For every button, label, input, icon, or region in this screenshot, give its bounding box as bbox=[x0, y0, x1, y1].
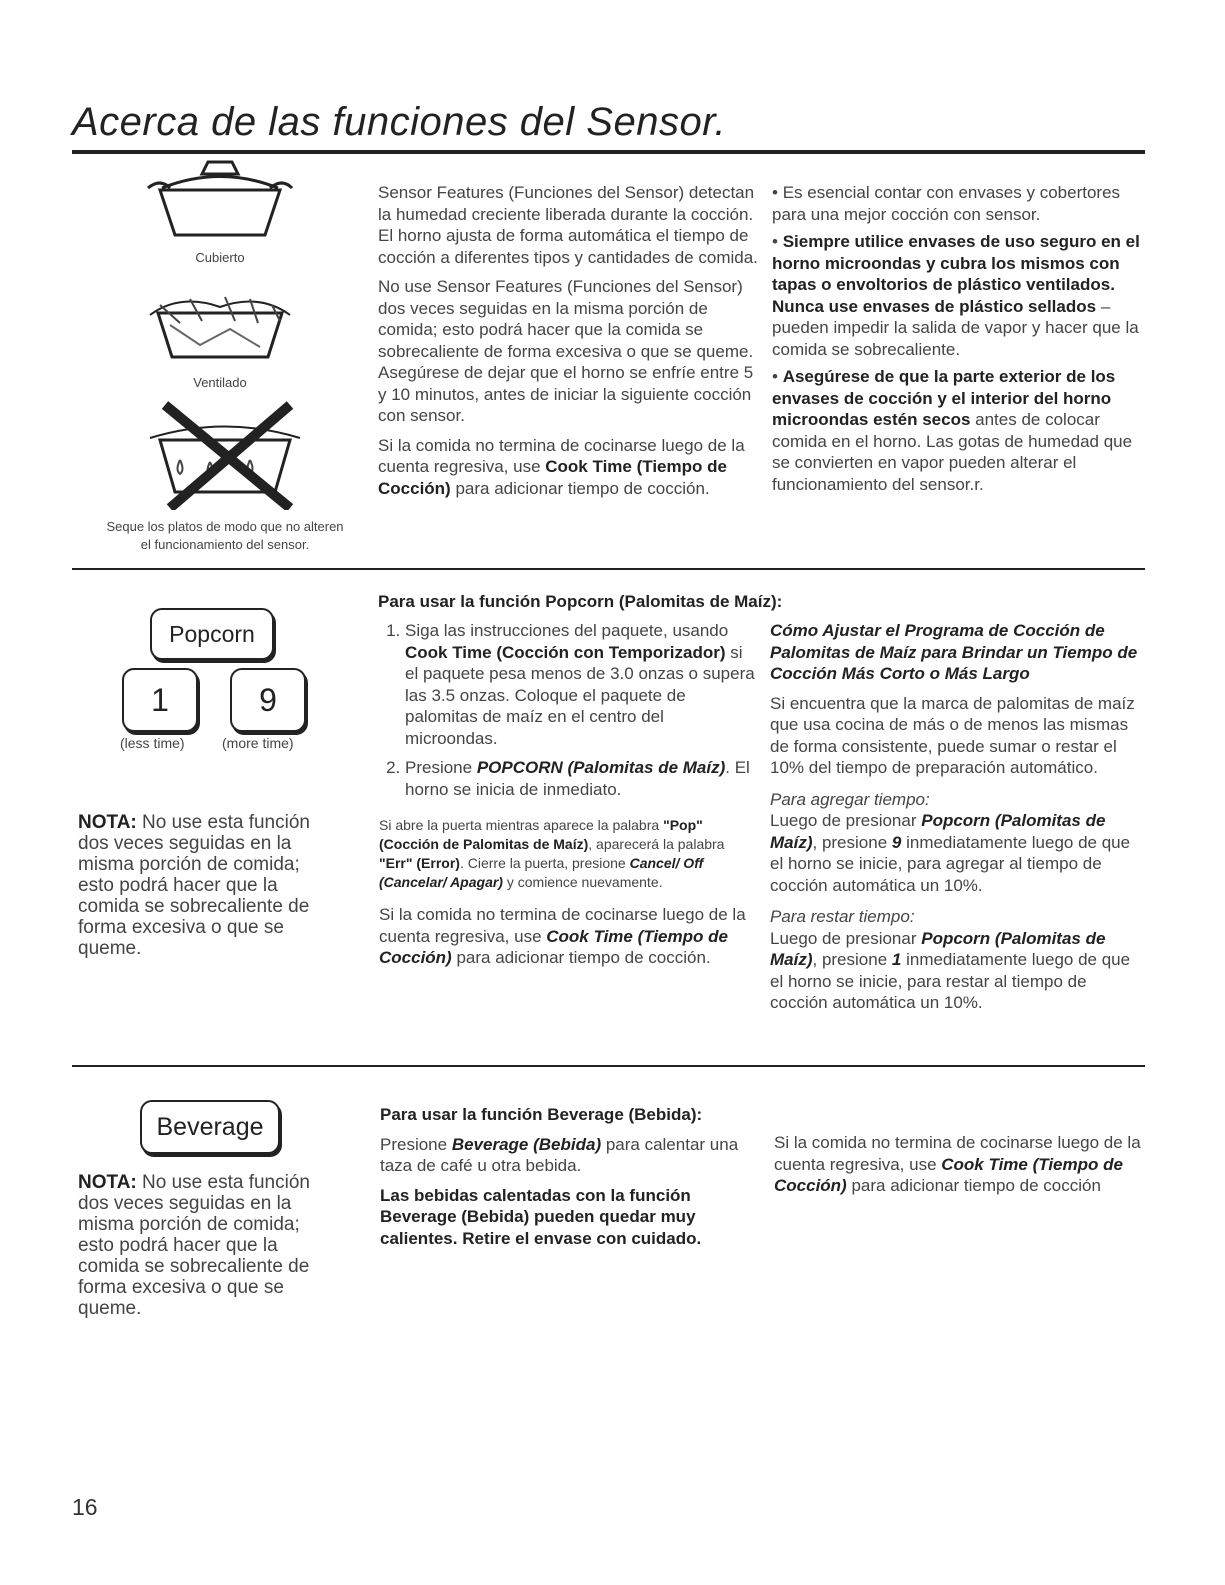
wet-dish-illustration bbox=[140, 400, 310, 515]
add-time-text: Luego de presionar Popcorn (Palomitas de Maíz), presione 9 inmediatamente luego de que el horno se inicie, para agregar al tiempo de cocción automática un 10%. bbox=[770, 811, 1131, 895]
page-title: Acerca de las funciones del Sensor. bbox=[72, 100, 727, 144]
beverage-instructions bbox=[380, 1104, 752, 1257]
covered-dish-icon bbox=[140, 160, 300, 245]
intro-paragraph-3: Si la comida no termina de cocinarse luego de la cuenta regresiva, use Cook Time (Tiempo de Cocción) para adicionar tiempo de cocción. bbox=[378, 435, 745, 498]
subtract-time-label: Para restar tiempo: bbox=[770, 907, 915, 926]
section-divider-2 bbox=[72, 1065, 1145, 1067]
covered-dish-illustration bbox=[140, 160, 300, 265]
vented-caption: Ventilado bbox=[193, 375, 247, 390]
sensor-intro bbox=[378, 182, 758, 507]
section-divider-1 bbox=[72, 568, 1145, 570]
popcorn-finish-note: Si la comida no termina de cocinarse luego de la cuenta regresiva, use Cook Time (Tiempo de Cocción) para adicionar tiempo de cocción. bbox=[379, 905, 746, 967]
beverage-finish bbox=[774, 1132, 1144, 1205]
subtract-time-text: Luego de presionar Popcorn (Palomitas de Maíz), presione 1 inmediatamente luego de que el horno se inicie, para restar al tiempo de cocción automática un 10%. bbox=[770, 928, 1131, 1012]
less-time-label: (less time) bbox=[120, 735, 185, 751]
popcorn-steps-list bbox=[375, 620, 755, 800]
popcorn-button[interactable]: Popcorn bbox=[150, 608, 274, 660]
sensor-bullets bbox=[772, 182, 1144, 501]
key-9-button[interactable]: 9 bbox=[230, 668, 306, 732]
beverage-button[interactable]: Beverage bbox=[140, 1100, 280, 1154]
more-time-label: (more time) bbox=[222, 735, 294, 751]
vented-dish-icon bbox=[140, 285, 300, 370]
bullet-2: • Siempre utilice envases de uso seguro en el horno microondas y cubra los mismos con tapas o envoltorios de plástico ventilados. Nunca use envases de plástico sellados – pueden impedir la salida de vapor y hacer que la comida se sobrecaliente. bbox=[772, 232, 1140, 359]
beverage-paragraph: Presione Beverage (Bebida) para calentar una taza de café u otra bebida. bbox=[380, 1134, 739, 1175]
vented-dish-illustration bbox=[140, 285, 300, 390]
beverage-heading: Para usar la función Beverage (Bebida): bbox=[380, 1105, 703, 1124]
beverage-finish-note: Si la comida no termina de cocinarse luego de la cuenta regresiva, use Cook Time (Tiempo de Cocción) para adicionar tiempo de cocción bbox=[774, 1133, 1141, 1195]
key-1-button[interactable]: 1 bbox=[122, 668, 198, 732]
page-number: 16 bbox=[72, 1494, 98, 1520]
popcorn-note: NOTA: No use esta función dos veces seguidas en la misma porción de comida; esto podrá hacer que la comida se sobrecaliente de forma excesiva o que se queme. bbox=[78, 812, 310, 959]
beverage-note: NOTA: No use esta función dos veces seguidas en la misma porción de comida; esto podrá hacer que la comida se sobrecaliente de forma excesiva o que se queme. bbox=[78, 1172, 310, 1319]
bullet-1: • Es esencial contar con envases y cobertores para una mejor cocción con sensor. bbox=[772, 183, 1121, 224]
covered-caption: Cubierto bbox=[195, 250, 245, 265]
popcorn-steps bbox=[375, 620, 755, 977]
popcorn-adjust bbox=[770, 620, 1142, 1022]
title-rule bbox=[72, 150, 1145, 154]
add-time-label: Para agregar tiempo: bbox=[770, 789, 930, 809]
bullet-3: • Asegúrese de que la parte exterior de los envases de cocción y el interior del horno microondas estén secos antes de colocar comida en el horno. Las gotas de humedad que se convierten en vapor pueden alterar el funcionamiento del sensor.r. bbox=[772, 367, 1133, 494]
door-open-note: Si abre la puerta mientras aparece la palabra "Pop" (Cocción de Palomitas de Maíz), aparecerá la palabra "Err" (Error). Cierre la puerta, presione Cancel/ Off (Cancelar/ Apagar) y comience nuevamente. bbox=[379, 817, 725, 890]
popcorn-heading: Para usar la función Popcorn (Palomitas de Maíz): bbox=[378, 592, 783, 611]
beverage-warning: Las bebidas calentadas con la función Beverage (Bebida) pueden quedar muy calientes. Retire el envase con cuidado. bbox=[380, 1185, 702, 1248]
dry-dish-caption: Seque los platos de modo que no alteren el funcionamiento del sensor. bbox=[106, 519, 344, 552]
wet-dish-crossed-icon bbox=[140, 400, 310, 510]
popcorn-step-1: 1. Siga las instrucciones del paquete, usando Cook Time (Cocción con Temporizador) si el paquete pesa menos de 3.0 onzas o supera las 3.5 onzas. Coloque el paquete de palomitas de maíz en el centro del microondas. bbox=[405, 620, 755, 749]
adjust-heading: Cómo Ajustar el Programa de Cocción de Palomitas de Maíz para Brindar un Tiempo de Cocción Más Corto o Más Largo bbox=[770, 621, 1138, 683]
popcorn-step-2: 2. Presione POPCORN (Palomitas de Maíz). El horno se inicia de inmediato. bbox=[405, 757, 755, 800]
intro-paragraph-2: No use Sensor Features (Funciones del Sensor) dos veces seguidas en la misma porción de comida; esto podrá hacer que la comida se sobrecaliente de forma excesiva o que se queme. Asegúrese de dejar que el horno se enfríe entre 5 y 10 minutos, antes de iniciar la siguiente cocción con sensor. bbox=[378, 277, 754, 425]
popcorn-heading-wrap bbox=[378, 592, 1138, 612]
adjust-text: Si encuentra que la marca de palomitas de maíz que usa cocina de más o de menos las mismas de forma consistente, puede sumar o restar el 10% del tiempo de preparación automático. bbox=[770, 693, 1135, 777]
intro-paragraph-1: Sensor Features (Funciones del Sensor) detectan la humedad creciente liberada durante la cocción. El horno ajusta de forma automática el tiempo de cocción a diferentes tipos y cantidades de comida. bbox=[378, 183, 758, 267]
